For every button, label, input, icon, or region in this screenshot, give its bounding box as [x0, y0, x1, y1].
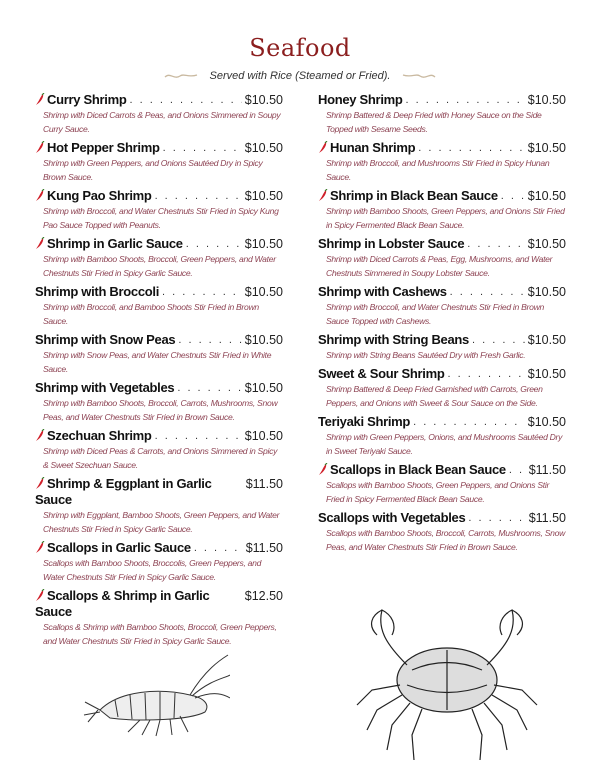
menu-item — [318, 236, 566, 280]
dot-leader — [413, 414, 525, 430]
dot-leader — [418, 140, 525, 156]
menu-item-description: Shrimp Battered & Deep Fried Garnished with Carrots, Green Peppers, and Onions with Sweet & Sour Sauce on the Side. — [326, 384, 543, 408]
menu-item-header — [318, 462, 566, 478]
spicy-pepper-icon — [35, 429, 45, 442]
menu-item-header — [318, 366, 566, 382]
subtitle — [0, 70, 600, 82]
menu-item-description: Shrimp with String Beans Sautéed Dry with Fresh Garlic. — [326, 350, 526, 360]
menu-item-name-text: Shrimp with Vegetables — [35, 380, 175, 395]
menu-item-name — [35, 588, 239, 620]
dot-leader — [467, 236, 525, 252]
menu-item-price: $12.50 — [244, 589, 283, 603]
menu-item-description: Shrimp with Diced Peas & Carrots, and Onions Simmered in Spicy & Sweet Szechuan Sauce. — [43, 446, 278, 470]
menu-item-name — [318, 188, 498, 204]
dot-leader — [155, 428, 242, 444]
menu-column-left — [35, 92, 283, 652]
menu-item-name — [318, 140, 415, 156]
menu-item-name-text: Kung Pao Shrimp — [47, 188, 152, 203]
spicy-pepper-icon — [35, 589, 45, 602]
menu-item-header — [35, 140, 283, 156]
menu-item-price: $10.50 — [527, 141, 566, 155]
menu-item — [318, 462, 566, 506]
spicy-pepper-icon — [35, 541, 45, 554]
menu-item-description: Shrimp with Bamboo Shoots, Green Peppers, and Onions Stir Fried in Spicy Fermented Black Bean Sauce. — [326, 206, 565, 230]
menu-item — [35, 284, 283, 328]
menu-item-name — [318, 236, 464, 252]
dot-leader — [448, 366, 525, 382]
menu-item-name-text: Shrimp & Eggplant in Garlic Sauce — [35, 476, 212, 507]
menu-item — [35, 140, 283, 184]
menu-item-description: Shrimp with Broccoli, and Water Chestnuts Stir Fried in Spicy Kung Pao Sauce Topped with Peanuts. — [43, 206, 279, 230]
menu-item-price: $11.50 — [528, 463, 566, 477]
menu-item-price: $10.50 — [244, 141, 283, 155]
dot-leader — [468, 510, 525, 526]
menu-item-name — [318, 462, 506, 478]
menu-item — [318, 284, 566, 328]
menu-item-name-text: Curry Shrimp — [47, 92, 127, 107]
menu-item-name — [35, 428, 152, 444]
menu-item-name — [35, 476, 240, 508]
menu-item — [318, 140, 566, 184]
menu-item — [35, 428, 283, 472]
menu-item-name — [318, 510, 465, 526]
menu-item-price: $10.50 — [244, 381, 283, 395]
menu-item-price: $10.50 — [527, 333, 566, 347]
menu-item-price: $10.50 — [527, 367, 566, 381]
menu-column-right — [318, 92, 566, 558]
menu-item-price: $10.50 — [527, 237, 566, 251]
menu-item-header — [318, 140, 566, 156]
menu-item-description: Scallops & Shrimp with Bamboo Shoots, Broccoli, Green Peppers, and Water Chestnuts Stir Fried in Spicy Garlic Sauce. — [43, 622, 277, 646]
menu-item-header — [35, 236, 283, 252]
menu-item-description: Shrimp with Bamboo Shoots, Broccoli, Carrots, Mushrooms, Snow Peas, and Water Chestnuts Stir Fried in Brown Sauce. — [43, 398, 278, 422]
dot-leader — [509, 462, 526, 478]
menu-item-name-text: Scallops in Garlic Sauce — [47, 540, 191, 555]
menu-item-header — [35, 540, 283, 556]
menu-item-price: $10.50 — [527, 189, 566, 203]
menu-item-description: Shrimp with Bamboo Shoots, Broccoli, Green Peppers, and Water Chestnuts Stir Fried in Spicy Garlic Sauce. — [43, 254, 276, 278]
spicy-pepper-icon — [35, 93, 45, 106]
menu-item-price: $11.50 — [245, 541, 283, 555]
menu-item-description: Shrimp with Snow Peas, and Water Chestnuts Stir Fried in White Sauce. — [43, 350, 272, 374]
menu-item-description: Shrimp with Green Peppers, and Onions Sautéed Dry in Spicy Brown Sauce. — [43, 158, 263, 182]
menu-item-name-text: Shrimp with Broccoli — [35, 284, 160, 299]
menu-item-name-text: Shrimp in Garlic Sauce — [47, 236, 183, 251]
menu-item-name-text: Hot Pepper Shrimp — [47, 140, 160, 155]
menu-item-name — [318, 366, 445, 382]
dot-leader — [129, 92, 241, 108]
menu-item-description: Shrimp with Broccoli, and Mushrooms Stir Fried in Spicy Hunan Sauce. — [326, 158, 550, 182]
menu-item — [35, 332, 283, 376]
menu-item-header — [35, 332, 283, 348]
menu-item-name-text: Shrimp in Black Bean Sauce — [330, 188, 498, 203]
menu-item — [35, 476, 283, 536]
menu-item — [318, 414, 566, 458]
menu-item-header — [35, 284, 283, 300]
dot-leader — [186, 236, 242, 252]
swirl-ornament-right-icon — [402, 71, 436, 81]
dot-leader — [194, 540, 243, 556]
menu-item-name-text: Scallops & Shrimp in Garlic Sauce — [35, 588, 210, 619]
menu-item-description: Scallops with Bamboo Shoots, Broccolis, Green Peppers, and Water Chestnuts Stir Fried in Spicy Garlic Sauce. — [43, 558, 262, 582]
menu-item-name — [318, 284, 447, 300]
menu-item-name — [35, 188, 152, 204]
menu-item-header — [318, 188, 566, 204]
menu-item-price: $10.50 — [527, 285, 566, 299]
menu-item-name — [318, 92, 403, 108]
menu-item — [35, 188, 283, 232]
menu-item — [318, 510, 566, 554]
menu-item — [318, 188, 566, 232]
menu-item-description: Scallops with Bamboo Shoots, Broccoli, Carrots, Mushrooms, Snow Peas, and Water Chestnuts Stir Fried in Brown Sauce. — [326, 528, 566, 552]
menu-item-price: $10.50 — [527, 415, 566, 429]
menu-item-price: $10.50 — [244, 429, 283, 443]
dot-leader — [501, 188, 525, 204]
menu-item — [35, 540, 283, 584]
menu-item-price: $10.50 — [244, 93, 283, 107]
menu-item-name-text: Honey Shrimp — [318, 92, 403, 107]
menu-item-name-text: Scallops with Vegetables — [318, 510, 466, 525]
menu-item-price: $10.50 — [244, 237, 283, 251]
swirl-ornament-left-icon — [164, 71, 198, 81]
menu-item — [318, 366, 566, 410]
menu-item — [35, 380, 283, 424]
menu-item-name-text: Teriyaki Shrimp — [318, 414, 411, 429]
dot-leader — [155, 188, 242, 204]
dot-leader — [177, 380, 241, 396]
spicy-pepper-icon — [318, 189, 328, 202]
spicy-pepper-icon — [35, 477, 45, 490]
menu-item-price: $11.50 — [245, 477, 283, 491]
menu-item-name-text: Szechuan Shrimp — [47, 428, 152, 443]
menu-item-name-text: Hunan Shrimp — [330, 140, 416, 155]
menu-item-description: Shrimp with Diced Carrots & Peas, Egg, Mushrooms, and Water Chestnuts Simmered in Soupy Lobster Sauce. — [326, 254, 553, 278]
menu-item-description: Shrimp Battered & Deep Fried with Honey Sauce on the Side Topped with Sesame Seeds. — [326, 110, 542, 134]
dot-leader — [163, 140, 242, 156]
menu-item-name-text: Shrimp with Cashews — [318, 284, 447, 299]
menu-item-name — [35, 284, 159, 300]
menu-item-description: Shrimp with Broccoli, and Bamboo Shoots Stir Fried in Brown Sauce. — [43, 302, 259, 326]
menu-item-description: Shrimp with Eggplant, Bamboo Shoots, Green Peppers, and Water Chestnuts Stir Fried in Spicy Garlic Sauce. — [43, 510, 280, 534]
menu-item-header — [35, 188, 283, 204]
menu-item-name — [35, 92, 126, 108]
menu-item-description: Shrimp with Diced Carrots & Peas, and Onions Simmered in Soupy Curry Sauce. — [43, 110, 281, 134]
menu-item-header — [35, 380, 283, 396]
menu-item-price: $10.50 — [244, 333, 283, 347]
page-title: Seafood — [249, 34, 351, 62]
menu-item-name — [35, 332, 175, 348]
menu-item-name — [318, 414, 410, 430]
menu-item-name — [35, 380, 174, 396]
menu-item-header — [35, 476, 283, 508]
menu-item-description: Shrimp with Broccoli, and Water Chestnuts Stir Fried in Brown Sauce Topped with Cashews. — [326, 302, 544, 326]
menu-item-price: $10.50 — [527, 93, 566, 107]
menu-item-price: $10.50 — [244, 285, 283, 299]
menu-item-description: Shrimp with Green Peppers, Onions, and Mushrooms Sautéed Dry in Sweet Teriyaki Sauce. — [326, 432, 563, 456]
menu-item-name — [35, 540, 191, 556]
menu-item-price: $11.50 — [528, 511, 566, 525]
menu-item — [318, 332, 566, 362]
menu-item-header — [318, 510, 566, 526]
menu-item-header — [318, 284, 566, 300]
menu-item-name-text: Scallops in Black Bean Sauce — [330, 462, 506, 477]
menu-item-header — [318, 236, 566, 252]
shrimp-illustration — [80, 650, 230, 740]
dot-leader — [178, 332, 241, 348]
dot-leader — [472, 332, 525, 348]
spicy-pepper-icon — [318, 141, 328, 154]
menu-item — [35, 92, 283, 136]
subtitle-text: Served with Rice (Steamed or Fried). — [209, 70, 391, 82]
spicy-pepper-icon — [35, 141, 45, 154]
menu-item-price: $10.50 — [244, 189, 283, 203]
dot-leader — [450, 284, 525, 300]
menu-item — [35, 236, 283, 280]
crab-illustration — [352, 595, 542, 770]
spicy-pepper-icon — [318, 463, 328, 476]
menu-item-name — [35, 140, 160, 156]
dot-leader — [406, 92, 525, 108]
menu-item-name — [35, 236, 183, 252]
menu-item-description: Scallops with Bamboo Shoots, Green Peppers, and Onions Stir Fried in Spicy Fermented Black Bean Sauce. — [326, 480, 550, 504]
menu-item-header — [35, 92, 283, 108]
menu-item-name-text: Shrimp in Lobster Sauce — [318, 236, 465, 251]
menu-item-header — [318, 332, 566, 348]
menu-item-header — [35, 588, 283, 620]
menu-item-name — [318, 332, 469, 348]
menu-item — [35, 588, 283, 648]
menu-item-header — [318, 414, 566, 430]
menu-item-header — [35, 428, 283, 444]
menu-item-name-text: Sweet & Sour Shrimp — [318, 366, 445, 381]
dot-leader — [162, 284, 242, 300]
spicy-pepper-icon — [35, 189, 45, 202]
menu-item-name-text: Shrimp with Snow Peas — [35, 332, 176, 347]
spicy-pepper-icon — [35, 237, 45, 250]
menu-item — [318, 92, 566, 136]
menu-item-header — [318, 92, 566, 108]
menu-item-name-text: Shrimp with String Beans — [318, 332, 469, 347]
